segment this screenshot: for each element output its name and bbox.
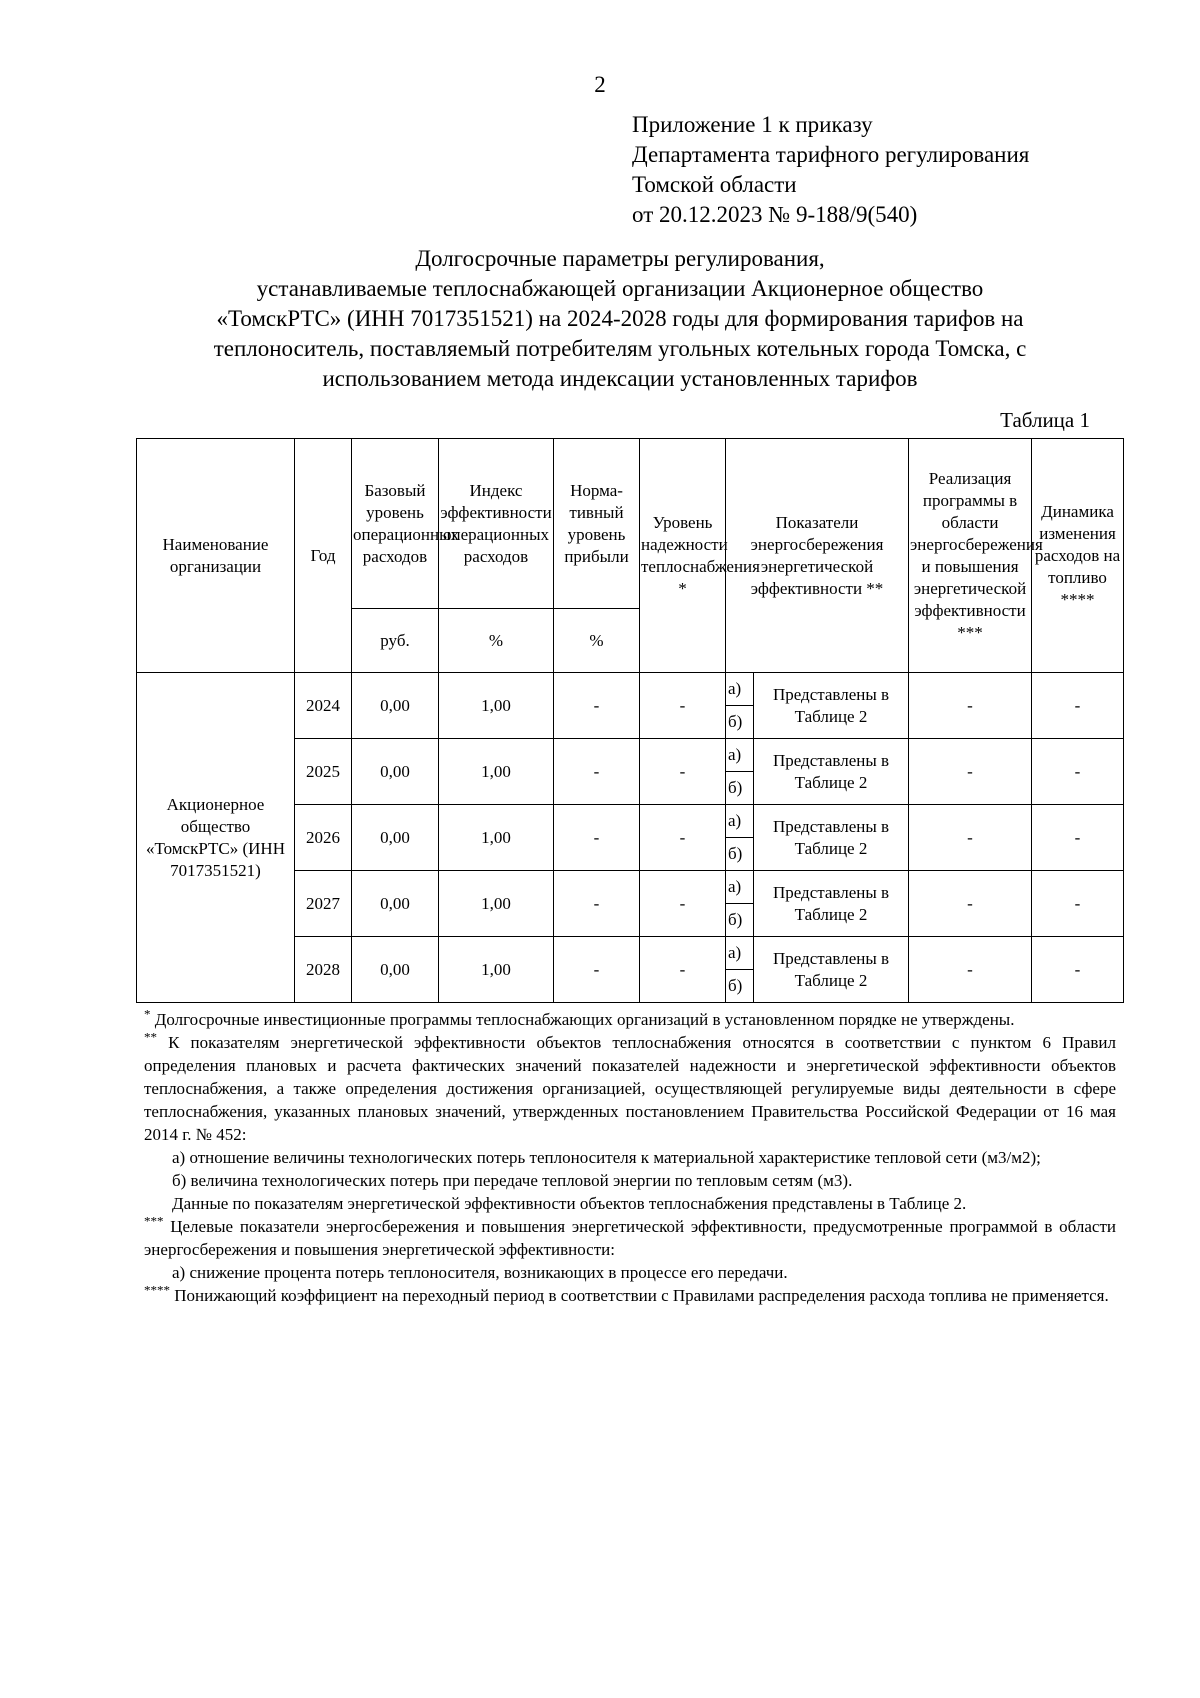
header-profit: Норма-тивный уровень прибыли [554, 439, 640, 609]
cell-energy: Представлены в Таблице 2 [754, 871, 909, 937]
marker-a: а) [726, 673, 754, 706]
cell-energy: Представлены в Таблице 2 [754, 673, 909, 739]
cell-energy: Представлены в Таблице 2 [754, 805, 909, 871]
cell-base: 0,00 [352, 937, 439, 1003]
document-title [140, 244, 1100, 394]
footnotes [144, 1008, 1116, 1307]
header-row [137, 439, 1124, 609]
cell-year: 2025 [295, 739, 352, 805]
unit-profit: % [554, 609, 640, 673]
appendix-line-1: Приложение 1 к приказу [632, 112, 873, 137]
title-line-4: теплоноситель, поставляемый потребителям угольных котельных города Томска, с [213, 336, 1027, 361]
cell-profit: - [554, 871, 640, 937]
unit-index: % [439, 609, 554, 673]
footnote-3 [144, 1215, 1116, 1261]
marker-a: а) [726, 871, 754, 904]
cell-profit: - [554, 673, 640, 739]
cell-fuel: - [1032, 739, 1124, 805]
marker-a: а) [726, 937, 754, 970]
appendix-line-3: Томской области [632, 172, 797, 197]
cell-profit: - [554, 739, 640, 805]
cell-energy: Представлены в Таблице 2 [754, 937, 909, 1003]
marker-b: б) [726, 970, 754, 1003]
footnote-2a: а) отношение величины технологических потерь теплоносителя к материальной характеристике тепловой сети (м3/м2); [172, 1148, 1041, 1167]
footnote-3-text: Целевые показатели энергосбережения и повышения энергетической эффективности, предусмотренные программой в области энергосбережения и повышения энергетической эффективности: [144, 1217, 1116, 1259]
header-fuel: Динамика изменения расходов на топливо **** [1032, 439, 1124, 673]
cell-index: 1,00 [439, 739, 554, 805]
cell-program: - [909, 673, 1032, 739]
footnote-4-text: Понижающий коэффициент на переходный период в соответствии с Правилами распределения расхода топлива не применяется. [174, 1286, 1109, 1305]
footnote-3-mark: *** [144, 1213, 164, 1229]
cell-year: 2028 [295, 937, 352, 1003]
title-line-1: Долгосрочные параметры регулирования, [415, 246, 825, 271]
title-line-2: устанавливаемые теплоснабжающей организации Акционерное общество [256, 276, 984, 301]
cell-fuel: - [1032, 805, 1124, 871]
footnote-2 [144, 1031, 1116, 1146]
cell-program: - [909, 937, 1032, 1003]
cell-index: 1,00 [439, 805, 554, 871]
footnote-1 [144, 1008, 1116, 1031]
cell-profit: - [554, 937, 640, 1003]
footnote-2c: Данные по показателям энергетической эффективности объектов теплоснабжения представлены в Таблице 2. [172, 1194, 967, 1213]
cell-program: - [909, 871, 1032, 937]
cell-year: 2027 [295, 871, 352, 937]
footnote-2-mark: ** [144, 1029, 157, 1045]
header-index: Индекс эффективности операционных расходов [439, 439, 554, 609]
cell-reliability: - [640, 937, 726, 1003]
title-line-3: «ТомскРТС» (ИНН 7017351521) на 2024-2028 годы для формирования тарифов на [216, 306, 1024, 331]
marker-a: а) [726, 805, 754, 838]
page-number: 2 [594, 72, 606, 97]
header-org: Наименование организации [137, 439, 295, 673]
header-program: Реализация программы в области энергосбережения и повышения энергетической эффективности *** [909, 439, 1032, 673]
cell-fuel: - [1032, 673, 1124, 739]
cell-index: 1,00 [439, 937, 554, 1003]
cell-base: 0,00 [352, 805, 439, 871]
appendix-block [632, 110, 1029, 230]
title-line-5: использованием метода индексации установленных тарифов [322, 366, 918, 391]
footnote-1-mark: * [144, 1006, 151, 1022]
cell-base: 0,00 [352, 871, 439, 937]
cell-reliability: - [640, 673, 726, 739]
header-reliability: Уровень надежности теплоснабжения * [640, 439, 726, 673]
marker-b: б) [726, 706, 754, 739]
marker-b: б) [726, 772, 754, 805]
cell-base: 0,00 [352, 673, 439, 739]
header-energy: Показатели энергосбережения энергетической эффективности ** [726, 439, 909, 673]
appendix-line-4: от 20.12.2023 № 9-188/9(540) [632, 202, 918, 227]
footnote-4-mark: **** [144, 1282, 170, 1298]
parameters-table [136, 438, 1124, 1003]
cell-index: 1,00 [439, 871, 554, 937]
marker-b: б) [726, 904, 754, 937]
footnote-2-text: К показателям энергетической эффективности объектов теплоснабжения относятся в соответствии с пунктом 6 Правил определения плановых и расчета фактических значений показателей надежности и энергетической эффективности объектов теплоснабжения, а также определения достижения организацией, осуществляющей регулируемые виды деятельности в сфере теплоснабжения, указанных плановых значений, утвержденных постановлением Правительства Российской Федерации от 16 мая 2014 г. № 452: [144, 1033, 1116, 1144]
footnote-2b: б) величина технологических потерь при передаче тепловой энергии по тепловым сетям (м3). [172, 1171, 853, 1190]
cell-year: 2024 [295, 673, 352, 739]
cell-reliability: - [640, 739, 726, 805]
cell-fuel: - [1032, 937, 1124, 1003]
footnote-3a: а) снижение процента потерь теплоносителя, возникающих в процессе его передачи. [172, 1263, 788, 1282]
cell-program: - [909, 739, 1032, 805]
cell-index: 1,00 [439, 673, 554, 739]
cell-program: - [909, 805, 1032, 871]
unit-base-level: руб. [352, 609, 439, 673]
cell-reliability: - [640, 805, 726, 871]
cell-base: 0,00 [352, 739, 439, 805]
cell-profit: - [554, 805, 640, 871]
header-year: Год [295, 439, 352, 673]
appendix-line-2: Департамента тарифного регулирования [632, 142, 1030, 167]
org-name-cell: Акционерное общество «ТомскРТС» (ИНН 7017351521) [137, 673, 295, 1003]
cell-fuel: - [1032, 871, 1124, 937]
header-base-level: Базовый уровень операционных расходов [352, 439, 439, 609]
cell-reliability: - [640, 871, 726, 937]
cell-year: 2026 [295, 805, 352, 871]
marker-b: б) [726, 838, 754, 871]
footnote-1-text: Долгосрочные инвестиционные программы теплоснабжающих организаций в установленном порядке не утверждены. [154, 1010, 1015, 1029]
cell-energy: Представлены в Таблице 2 [754, 739, 909, 805]
footnote-4 [144, 1284, 1116, 1307]
table-caption: Таблица 1 [1000, 408, 1090, 432]
table-row [137, 673, 1124, 706]
marker-a: а) [726, 739, 754, 772]
